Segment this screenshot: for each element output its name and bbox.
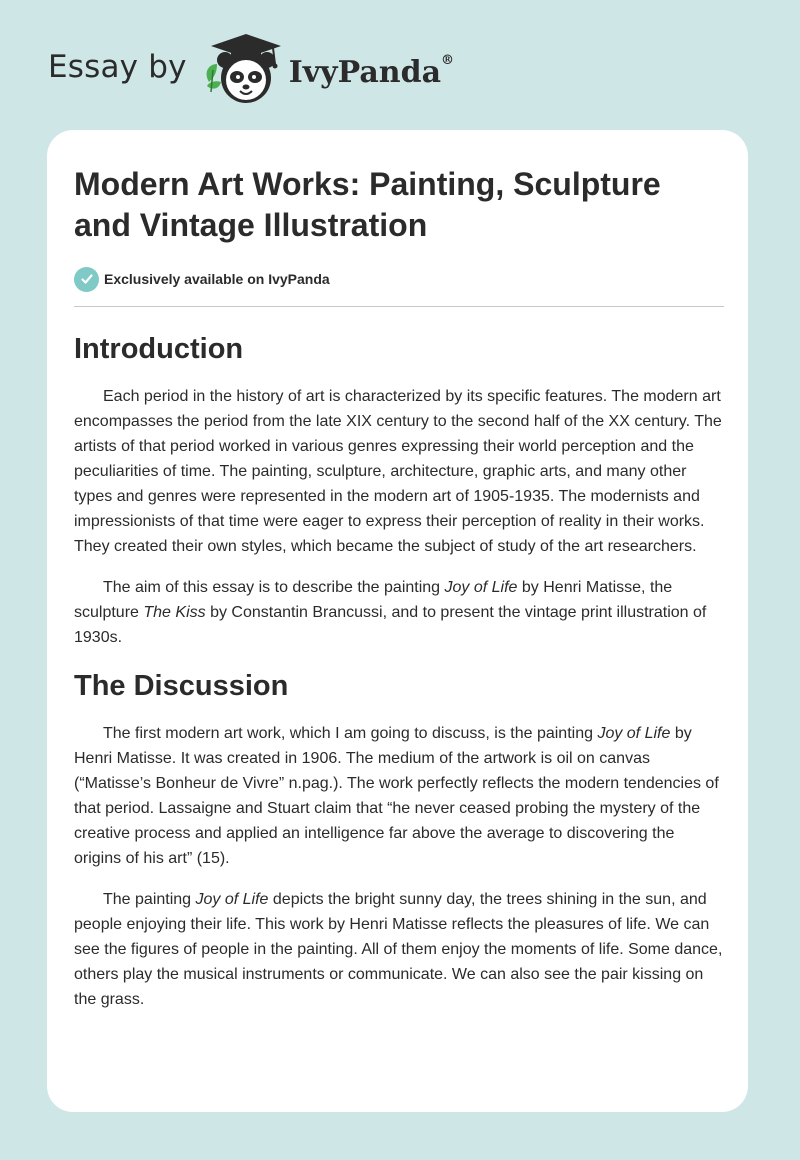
brand-prefix: Essay by (48, 49, 187, 85)
discussion-paragraph-1: The first modern art work, which I am going to discuss, is the painting Joy of Life by Henri Matisse. It was created in 1906. The medium of the artwork is oil on canvas (“Matisse’s Bonheur de Vivre” n.pag.). The work perfectly reflects the modern tendencies of that period. Lassaigne and Stuart claim that “he never ceased probing the mystery of the creative process and applied an intelligence far above the average to discovering the origins of his art” (15). (74, 725, 719, 867)
artwork-title: The Kiss (143, 604, 206, 621)
section-heading-introduction: Introduction (74, 333, 244, 365)
essay-card (47, 130, 748, 1112)
site-header (48, 30, 454, 110)
badge-text: Exclusively available on IvyPanda (104, 271, 330, 287)
intro-paragraph-2: The aim of this essay is to describe the painting Joy of Life by Henri Matisse, the sculpture The Kiss by Constantin Brancussi, and to present the vintage print illustration of 1930s. (74, 579, 707, 646)
artwork-title: Joy of Life (597, 725, 671, 742)
brand-name[interactable]: IvyPanda® (288, 52, 455, 90)
panda-graduate-icon[interactable] (201, 30, 285, 110)
artwork-title: Joy of Life (195, 891, 269, 908)
intro-paragraph-1: Each period in the history of art is characterized by its specific features. The modern art encompasses the period from the late XIX century to the second half of the XX century. The artists of that period worked in various genres expressing their world perception and the peculiarities of time. The painting, sculpture, architecture, graphic arts, and many other types and genres were represented in the modern art of 1905-1935. The modernists and impressionists of that time were eager to express their perception of reality in their works. They created their own styles, which became the subject of study of the art researchers. (74, 388, 722, 555)
essay-title: Modern Art Works: Painting, Sculpture and Vintage Illustration (74, 166, 661, 243)
exclusive-badge (74, 266, 724, 292)
essay-content (74, 164, 724, 1012)
discussion-paragraph-2: The painting Joy of Life depicts the bright sunny day, the trees shining in the sun, and people enjoying their life. This work by Henri Matisse reflects the pleasures of life. We can see the figures of people in the painting. All of them enjoy the moments of life. Some dance, others play the musical instruments or communicate. We can also see the pair kissing on the grass. (74, 891, 723, 1008)
checkmark-icon (74, 267, 99, 292)
artwork-title: Joy of Life (444, 579, 518, 596)
section-heading-discussion: The Discussion (74, 670, 289, 702)
divider (74, 306, 724, 307)
registered-mark: ® (441, 52, 455, 68)
